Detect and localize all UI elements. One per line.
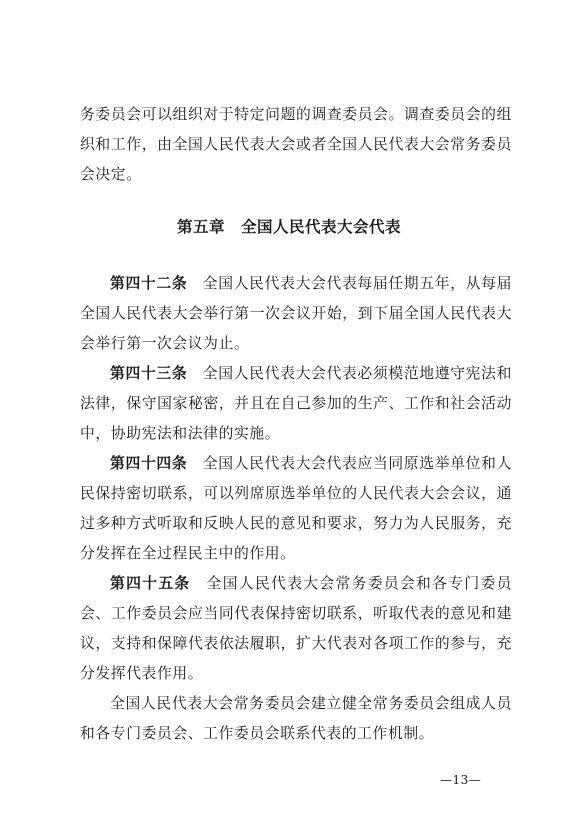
article-label: 第四十五条 — [110, 575, 191, 592]
article-45 — [80, 569, 512, 689]
chapter-title: 第五章 全国人民代表大会代表 — [176, 218, 401, 236]
page-number: —13— — [440, 773, 482, 787]
article-text: 全国人民代表大会常务委员会和各专门委员会、工作委员会应当同代表保持密切联系，听取代表的意见和建议，支持和保障代表依法履职，扩大代表对各项工作的参与，充分发挥代表作用。 — [80, 575, 512, 682]
closing-paragraph: 全国人民代表大会常务委员会建立健全常务委员会组成人员和各专门委员会、工作委员会联系代表的工作机制。 — [80, 695, 512, 742]
article-label: 第四十三条 — [110, 365, 188, 382]
intro-paragraph: 务委员会可以组织对于特定问题的调查委员会。调查委员会的组织和工作，由全国人民代表大会或者全国人民代表大会常务委员会决定。 — [80, 106, 512, 183]
article-43 — [80, 359, 512, 449]
article-text: 全国人民代表大会代表每届任期五年，从每届全国人民代表大会举行第一次会议开始，到下届全国人民代表大会举行第一次会议为止。 — [80, 275, 512, 352]
article-label: 第四十二条 — [110, 275, 188, 292]
article-text: 全国人民代表大会代表应当同原选举单位和人民保持密切联系，可以列席原选举单位的人民代表大会会议，通过多种方式听取和反映人民的意见和要求，努力为人民服务，充分发挥在全过程民主中的作用。 — [80, 455, 512, 562]
article-text: 全国人民代表大会代表必须模范地遵守宪法和法律，保守国家秘密，并且在自己参加的生产、工作和社会活动中，协助宪法和法律的实施。 — [80, 365, 512, 442]
article-label: 第四十四条 — [110, 455, 188, 472]
article-44 — [80, 449, 512, 569]
article-42 — [80, 269, 512, 359]
